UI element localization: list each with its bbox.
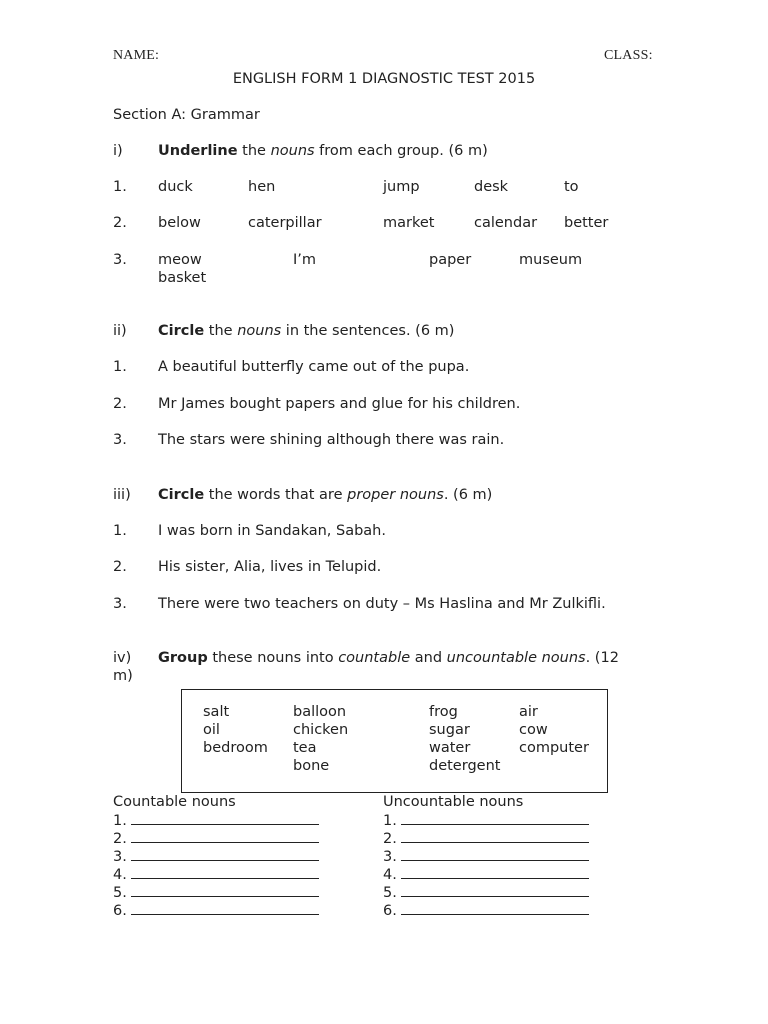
answer-line[interactable]: 2. bbox=[113, 829, 319, 848]
box-word: frog bbox=[429, 704, 458, 720]
answer-line[interactable]: 3. bbox=[383, 847, 589, 866]
item-number: 1. bbox=[113, 523, 127, 539]
answer-line[interactable]: 6. bbox=[383, 901, 589, 920]
box-word: balloon bbox=[293, 704, 347, 720]
word-option: museum bbox=[519, 252, 583, 268]
class-label: CLASS: bbox=[604, 48, 653, 63]
box-word: water bbox=[429, 740, 471, 756]
sentence: His sister, Alia, lives in Telupid. bbox=[158, 559, 382, 575]
answer-line[interactable]: 5. bbox=[383, 883, 589, 902]
question-instruction: Group these nouns into countable and uncountable nouns. (12 bbox=[158, 650, 619, 666]
word-option: meow bbox=[158, 252, 202, 268]
item-number: 1. bbox=[113, 359, 127, 375]
item-number: 2. bbox=[113, 215, 127, 231]
word-option: I’m bbox=[293, 252, 317, 268]
word-option: below bbox=[158, 215, 201, 231]
word-option: calendar bbox=[474, 215, 538, 231]
word-option: paper bbox=[429, 252, 472, 268]
sentence: The stars were shining although there was rain. bbox=[158, 432, 505, 448]
box-word: bedroom bbox=[203, 740, 268, 756]
word-option: to bbox=[564, 179, 579, 195]
item-number: 2. bbox=[113, 559, 127, 575]
question-number: ii) bbox=[113, 323, 127, 339]
item-number: 2. bbox=[113, 396, 127, 412]
answer-line[interactable]: 1. bbox=[383, 811, 589, 830]
box-word: tea bbox=[293, 740, 317, 756]
sentence: I was born in Sandakan, Sabah. bbox=[158, 523, 386, 539]
box-word: computer bbox=[519, 740, 589, 756]
name-label: NAME: bbox=[113, 48, 160, 63]
word-option: market bbox=[383, 215, 435, 231]
question-instruction-wrap: m) bbox=[113, 668, 133, 684]
box-word: oil bbox=[203, 722, 220, 738]
sentence: There were two teachers on duty – Ms Haslina and Mr Zulkifli. bbox=[158, 596, 606, 612]
box-word: air bbox=[519, 704, 538, 720]
box-word: salt bbox=[203, 704, 230, 720]
answer-line[interactable]: 6. bbox=[113, 901, 319, 920]
box-word: sugar bbox=[429, 722, 470, 738]
section-title: Section A: Grammar bbox=[113, 107, 260, 123]
answer-line[interactable]: 1. bbox=[113, 811, 319, 830]
answer-line[interactable]: 4. bbox=[383, 865, 589, 884]
item-number: 3. bbox=[113, 432, 127, 448]
answer-line[interactable]: 5. bbox=[113, 883, 319, 902]
question-number: iii) bbox=[113, 487, 131, 503]
question-instruction: Circle the words that are proper nouns. (6 m) bbox=[158, 487, 493, 503]
question-instruction: Underline the nouns from each group. (6 m) bbox=[158, 143, 488, 159]
word-option: hen bbox=[248, 179, 276, 195]
word-option: better bbox=[564, 215, 609, 231]
sentence: A beautiful butterfly came out of the pupa. bbox=[158, 359, 470, 375]
word-option: jump bbox=[383, 179, 420, 195]
sentence: Mr James bought papers and glue for his children. bbox=[158, 396, 521, 412]
countable-label: Countable nouns bbox=[113, 794, 236, 810]
item-number: 3. bbox=[113, 252, 127, 268]
box-word: bone bbox=[293, 758, 330, 774]
box-word: chicken bbox=[293, 722, 349, 738]
question-number: iv) bbox=[113, 650, 132, 666]
question-number: i) bbox=[113, 143, 123, 159]
answer-line[interactable]: 3. bbox=[113, 847, 319, 866]
word-option: desk bbox=[474, 179, 509, 195]
word-option: basket bbox=[158, 270, 207, 286]
box-word: detergent bbox=[429, 758, 501, 774]
word-option: caterpillar bbox=[248, 215, 322, 231]
question-instruction: Circle the nouns in the sentences. (6 m) bbox=[158, 323, 455, 339]
answer-line[interactable]: 4. bbox=[113, 865, 319, 884]
item-number: 3. bbox=[113, 596, 127, 612]
item-number: 1. bbox=[113, 179, 127, 195]
word-option: duck bbox=[158, 179, 193, 195]
box-word: cow bbox=[519, 722, 548, 738]
page-title: ENGLISH FORM 1 DIAGNOSTIC TEST 2015 bbox=[232, 71, 536, 87]
answer-line[interactable]: 2. bbox=[383, 829, 589, 848]
uncountable-label: Uncountable nouns bbox=[383, 794, 524, 810]
